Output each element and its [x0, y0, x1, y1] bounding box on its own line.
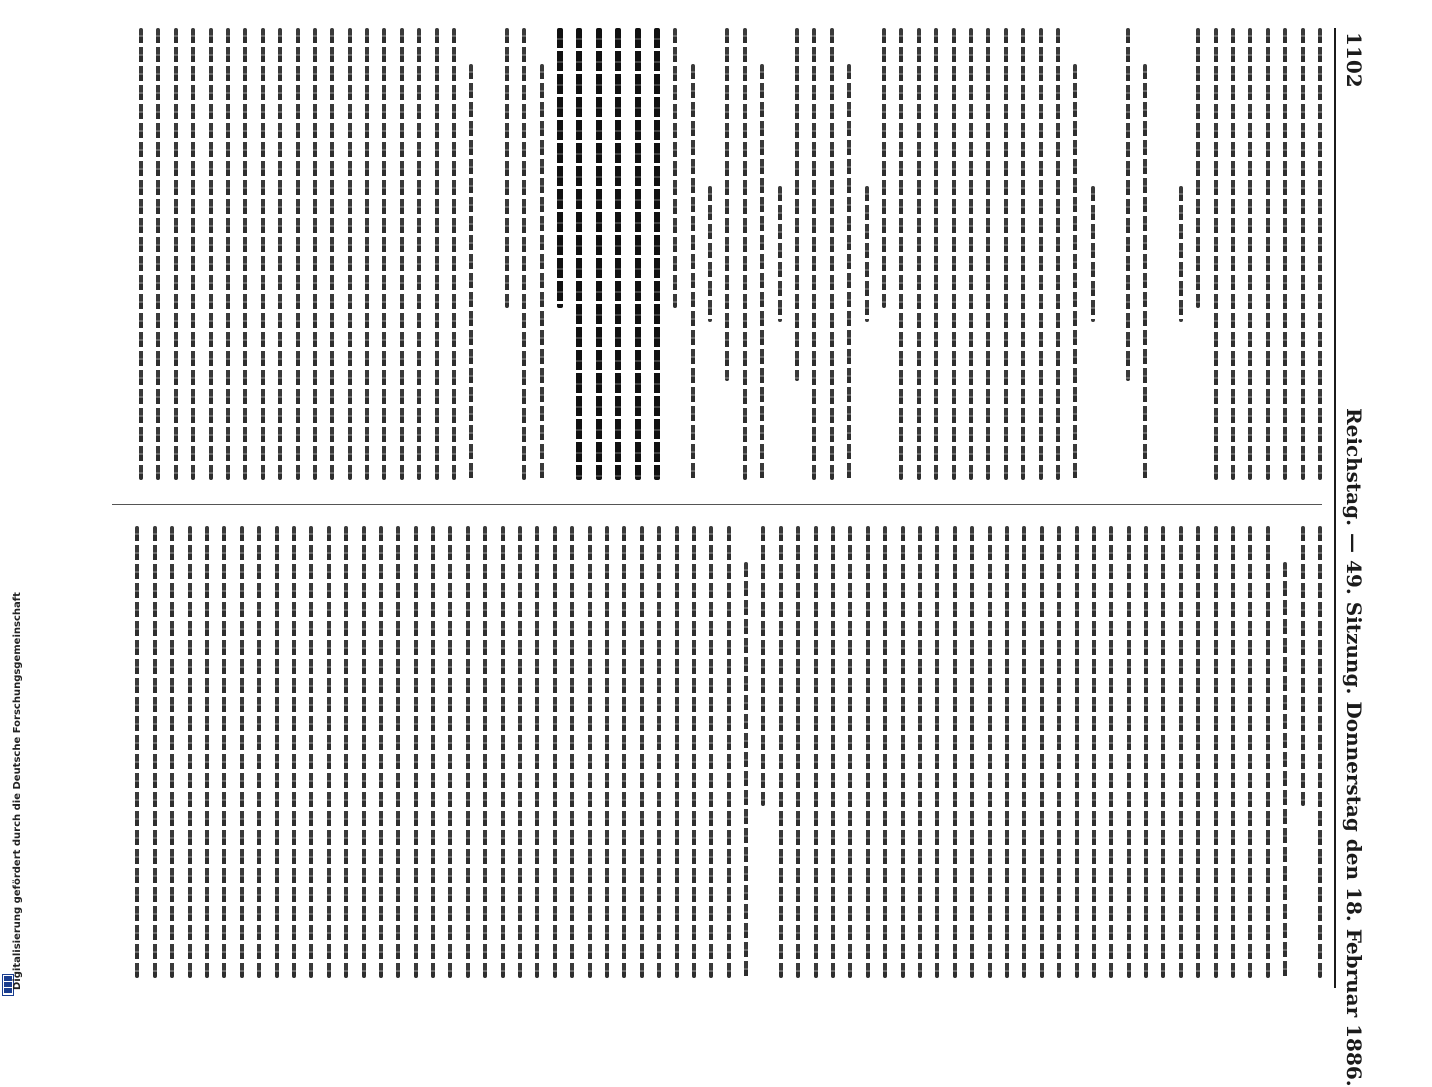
bold-heading — [557, 28, 660, 480]
attribution-strip — [0, 0, 23, 1000]
page-header-title: Reichstag. — 49. Sitzung. Donnerstag den 18. Februar 1886. — [1342, 408, 1366, 1087]
page-header — [1334, 28, 1370, 1087]
page-number: 1102 — [1342, 32, 1366, 88]
text-column-left — [112, 28, 1322, 480]
column-divider — [112, 504, 1322, 505]
scanned-page — [100, 28, 1370, 1087]
text-column-right — [112, 526, 1322, 978]
attribution-text: Digitalisierung gefördert durch die Deutsche Forschungsgemeinschaft — [12, 592, 23, 990]
